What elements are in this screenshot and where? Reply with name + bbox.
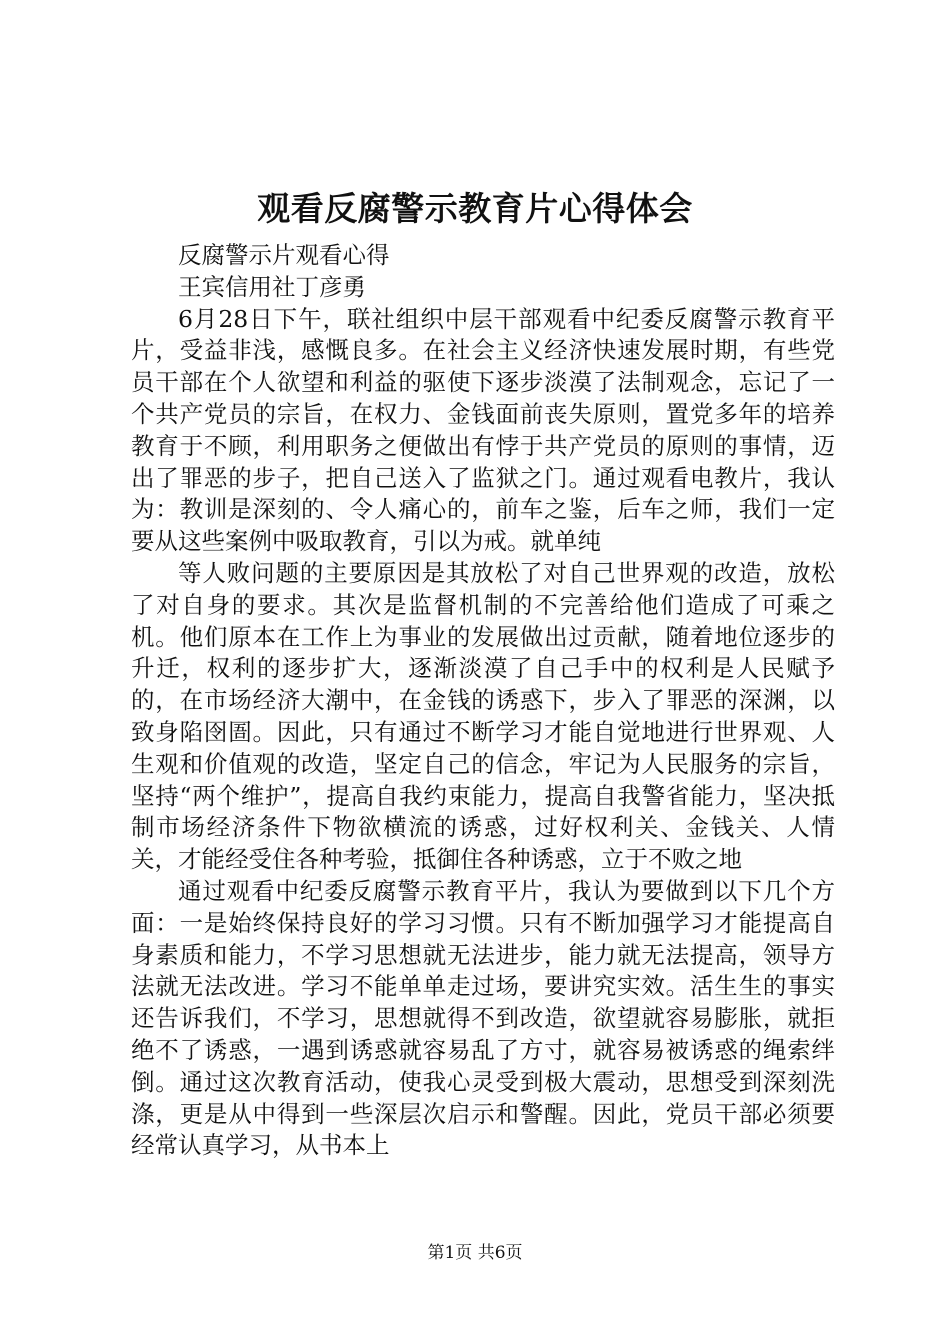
body-paragraph: 通过观看中纪委反腐警示教育平片，我认为要做到以下几个方面：一是始终保持良好的学习习惯。只有不断加强学习才能提高自身素质和能力，不学习思想就无法进步，能力就无法提高，领导方法就无法改进。学习不能单单走过场，要讲究实效。活生生的事实还告诉我们，不学习，思想就得不到改造，欲望就容易膨胀，就拒绝不了诱惑，一遇到诱惑就容易乱了方寸，就容易被诱惑的绳索绊倒。通过这次教育活动，使我心灵受到极大震动，思想受到深刻洗涤，更是从中得到一些深层次启示和警醒。因此，党员干部必须要经常认真学习，从书本上 xyxy=(131,876,835,1160)
page-number-footer: 第1页 共6页 xyxy=(427,1243,523,1263)
body-paragraph: 等人败问题的主要原因是其放松了对自己世界观的改造，放松了对自身的要求。其次是监督机制的不完善给他们造成了可乘之机。他们原本在工作上为事业的发展做出过贡献，随着地位逐步的升迁，权利的逐步扩大，逐渐淡漠了自己手中的权利是人民赋予的，在市场经济大潮中，在金钱的诱惑下，步入了罪恶的深渊，以致身陷囹圄。因此，只有通过不断学习才能自觉地进行世界观、人生观和价值观的改造，坚定自己的信念，牢记为人民服务的宗旨，坚持“两个维护”，提高自我约束能力，提高自我警省能力，坚决抵制市场经济条件下物欲横流的诱惑，过好权利关、金钱关、人情关，才能经受住各种考验，抵御住各种诱惑，立于不败之地 xyxy=(131,558,835,874)
document-subtitle: 反腐警示片观看心得 xyxy=(178,241,390,269)
document-title: 观看反腐警示教育片心得体会 xyxy=(257,189,693,228)
document-author: 王宾信用社丁彦勇 xyxy=(178,272,366,301)
document-body xyxy=(131,240,835,1162)
body-paragraph: 6月28日下午，联社组织中层干部观看中纪委反腐警示教育平片，受益非浅，感慨良多。在社会主义经济快速发展时期，有些党员干部在个人欲望和利益的驱使下逐步淡漠了法制观念，忘记了一个共产党员的宗旨，在权力、金钱面前丧失原则，置党多年的培养教育于不顾，利用职务之便做出有悖于共产党员的原则的事情，迈出了罪恶的步子，把自己送入了监狱之门。通过观看电教片，我认为：教训是深刻的、令人痛心的，前车之鉴，后车之师，我们一定要从这些案例中吸取教育，引以为戒。就单纯 xyxy=(131,304,835,556)
